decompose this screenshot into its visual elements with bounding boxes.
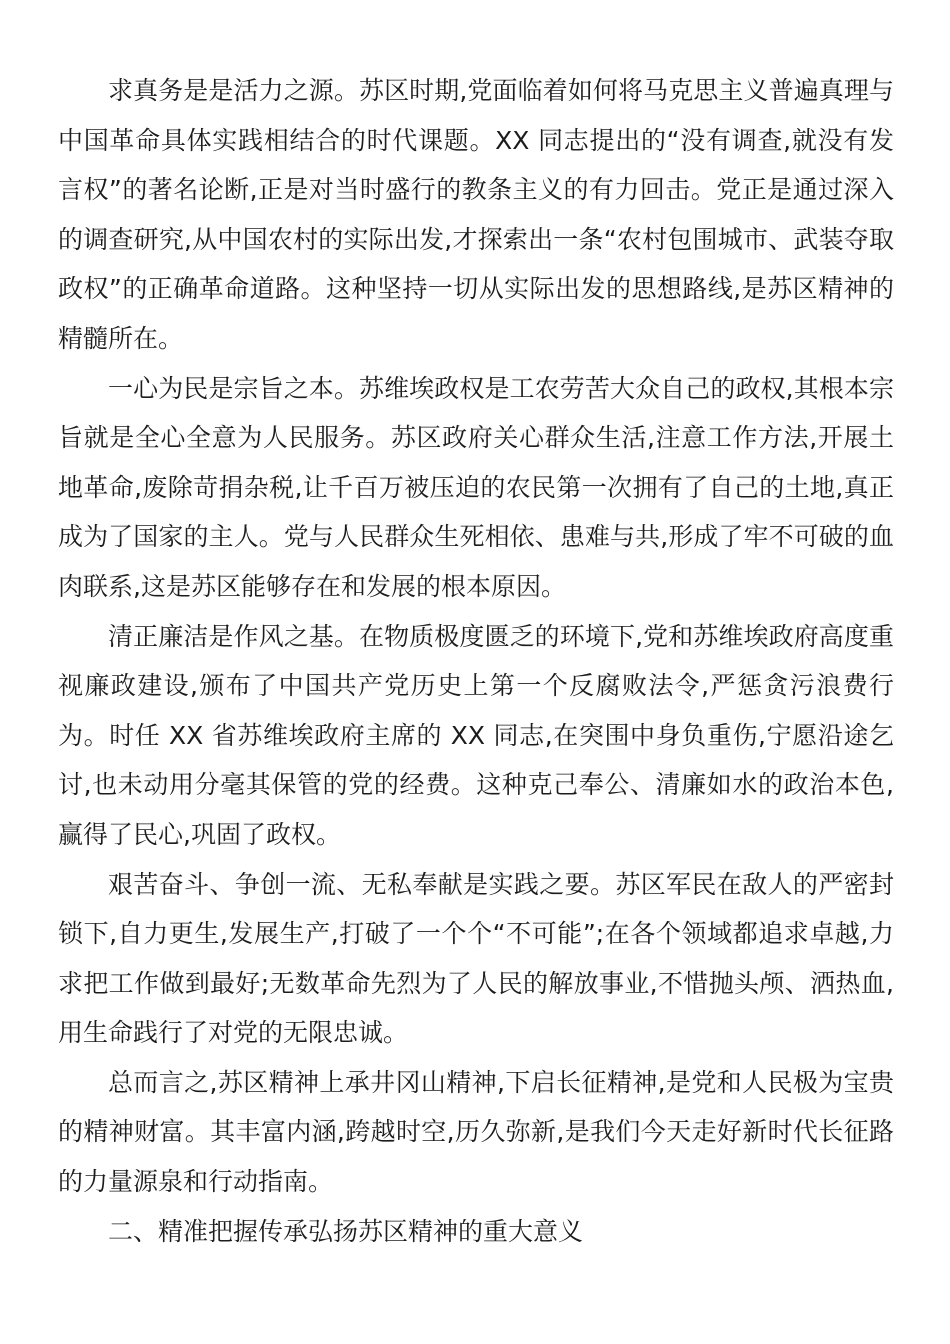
paragraph-integrity: 清正廉洁是作风之基。在物质极度匮乏的环境下,党和苏维埃政府高度重视廉政建设,颁布了中国共产党历史上第一个反腐败法令,严惩贪污浪费行为。时任 XX 省苏维埃政府主席的 XX 同志,在突围中身负重伤,宁愿沿途乞讨,也未动用分毫其保管的党的经费。这种克己奉公、清廉如水的政治本色,赢得了民心,巩固了政权。	[58, 621, 894, 849]
paragraph-seek-truth: 求真务是是活力之源。苏区时期,党面临着如何将马克思主义普遍真理与中国革命具体实践相结合的时代课题。XX 同志提出的“没有调查,就没有发言权”的著名论断,正是对当时盛行的教条主义的有力回击。党正是通过深入的调查研究,从中国农村的实际出发,才探索出一条“农村包围城市、武装夺取政权”的正确革命道路。这种坚持一切从实际出发的思想路线,是苏区精神的精髓所在。	[58, 76, 894, 353]
paragraph-summary: 总而言之,苏区精神上承井冈山精神,下启长征精神,是党和人民极为宝贵的精神财富。其丰富内涵,跨越时空,历久弥新,是我们今天走好新时代长征路的力量源泉和行动指南。	[58, 1067, 894, 1197]
paragraph-hard-work: 艰苦奋斗、争创一流、无私奉献是实践之要。苏区军民在敌人的严密封锁下,自力更生,发展生产,打破了一个个“不可能”;在各个领域都追求卓越,力求把工作做到最好;无数革命先烈为了人民的解放事业,不惜抛头颅、洒热血,用生命践行了对党的无限忠诚。	[58, 869, 894, 1048]
paragraph-serve-people: 一心为民是宗旨之本。苏维埃政权是工农劳苦大众自己的政权,其根本宗旨就是全心全意为人民服务。苏区政府关心群众生活,注意工作方法,开展土地革命,废除苛捐杂税,让千百万被压迫的农民第一次拥有了自己的土地,真正成为了国家的主人。党与人民群众生死相依、患难与共,形成了牢不可破的血肉联系,这是苏区能够存在和发展的根本原因。	[58, 373, 894, 601]
section-heading: 二、精准把握传承弘扬苏区精神的重大意义	[108, 1216, 584, 1246]
